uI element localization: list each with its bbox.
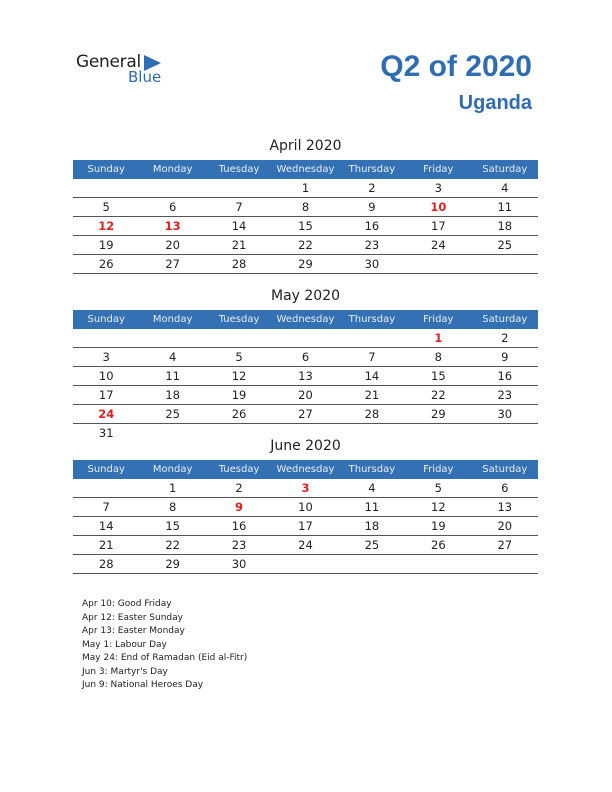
month-calendar xyxy=(73,136,538,274)
day-cell: 25 xyxy=(139,405,205,424)
weekday-header: Monday xyxy=(139,160,205,179)
day-cell: 11 xyxy=(139,367,205,386)
month-calendar xyxy=(73,436,538,574)
day-cell: 2 xyxy=(339,179,405,198)
day-cell: 25 xyxy=(472,236,538,255)
day-cell xyxy=(472,555,538,574)
day-cell: 29 xyxy=(272,255,338,274)
day-cell: 26 xyxy=(405,536,471,555)
day-cell: 17 xyxy=(73,386,139,405)
weekday-header: Friday xyxy=(405,310,471,329)
month-title: April 2020 xyxy=(269,138,342,154)
weekday-header: Saturday xyxy=(472,160,538,179)
page-title: Q2 of 2020 xyxy=(380,50,532,83)
day-cell: 11 xyxy=(472,198,538,217)
day-cell: 20 xyxy=(472,517,538,536)
day-cell: 5 xyxy=(405,479,471,498)
day-cell xyxy=(73,179,139,198)
day-cell xyxy=(73,329,139,348)
day-cell xyxy=(272,555,338,574)
day-cell: 6 xyxy=(139,198,205,217)
day-cell: 22 xyxy=(139,536,205,555)
day-cell: 4 xyxy=(339,479,405,498)
day-cell: 10 xyxy=(272,498,338,517)
weekday-header: Monday xyxy=(139,310,205,329)
day-cell: 16 xyxy=(206,517,272,536)
day-cell xyxy=(206,179,272,198)
logo xyxy=(76,52,186,92)
day-cell: 21 xyxy=(73,536,139,555)
logo-general: General xyxy=(76,52,141,72)
day-cell: 1 xyxy=(272,179,338,198)
week-row xyxy=(73,386,538,405)
day-cell: 1 xyxy=(405,329,471,348)
day-cell: 13 xyxy=(272,367,338,386)
day-cell: 4 xyxy=(139,348,205,367)
day-cell: 27 xyxy=(272,405,338,424)
weekday-header: Sunday xyxy=(73,460,139,479)
day-cell: 12 xyxy=(405,498,471,517)
day-cell: 8 xyxy=(405,348,471,367)
day-cell xyxy=(405,555,471,574)
weekday-header: Wednesday xyxy=(272,310,338,329)
holiday-note: Jun 3: Martyr's Day xyxy=(82,666,168,677)
day-cell: 16 xyxy=(472,367,538,386)
day-cell: 26 xyxy=(206,405,272,424)
day-cell: 15 xyxy=(405,367,471,386)
day-cell: 20 xyxy=(272,386,338,405)
weekday-header: Tuesday xyxy=(206,310,272,329)
day-cell: 3 xyxy=(405,179,471,198)
day-cell: 8 xyxy=(272,198,338,217)
day-cell: 9 xyxy=(206,498,272,517)
day-cell: 7 xyxy=(339,348,405,367)
week-row xyxy=(73,329,538,348)
calendar-grid xyxy=(73,460,538,574)
day-cell xyxy=(139,179,205,198)
day-cell: 30 xyxy=(339,255,405,274)
holiday-note: Jun 9: National Heroes Day xyxy=(82,680,204,690)
month-calendar xyxy=(73,286,538,442)
day-cell: 21 xyxy=(206,236,272,255)
day-cell: 28 xyxy=(206,255,272,274)
weekday-header: Saturday xyxy=(472,460,538,479)
day-cell: 26 xyxy=(73,255,139,274)
day-cell: 27 xyxy=(139,255,205,274)
week-row xyxy=(73,217,538,236)
day-cell: 7 xyxy=(73,498,139,517)
day-cell: 23 xyxy=(339,236,405,255)
day-cell: 20 xyxy=(139,236,205,255)
week-row xyxy=(73,405,538,424)
month-title: June 2020 xyxy=(270,438,341,454)
day-cell: 13 xyxy=(139,217,205,236)
day-cell: 18 xyxy=(472,217,538,236)
day-cell: 12 xyxy=(206,367,272,386)
day-cell: 22 xyxy=(405,386,471,405)
week-row xyxy=(73,479,538,498)
holiday-note: May 24: End of Ramadan (Eid al-Fitr) xyxy=(82,653,248,663)
week-row xyxy=(73,536,538,555)
day-cell xyxy=(339,329,405,348)
day-cell: 3 xyxy=(73,348,139,367)
day-cell: 12 xyxy=(73,217,139,236)
day-cell: 7 xyxy=(206,198,272,217)
weekday-header: Monday xyxy=(139,460,205,479)
holiday-note: Apr 12: Easter Sunday xyxy=(82,612,183,623)
weekday-header: Tuesday xyxy=(206,160,272,179)
holiday-note: Apr 13: Easter Monday xyxy=(82,626,185,636)
day-cell: 6 xyxy=(272,348,338,367)
day-cell xyxy=(73,479,139,498)
day-cell: 23 xyxy=(472,386,538,405)
weekday-header: Saturday xyxy=(472,310,538,329)
day-cell: 2 xyxy=(472,329,538,348)
holiday-note: May 1: Labour Day xyxy=(82,639,167,650)
day-cell: 31 xyxy=(98,426,114,440)
week-row xyxy=(73,198,538,217)
day-cell: 15 xyxy=(139,517,205,536)
day-cell: 19 xyxy=(405,517,471,536)
day-cell: 6 xyxy=(472,479,538,498)
day-cell: 24 xyxy=(73,405,139,424)
day-cell: 2 xyxy=(206,479,272,498)
day-cell: 27 xyxy=(472,536,538,555)
logo-blue: Blue xyxy=(128,68,162,86)
calendar-grid xyxy=(73,310,538,442)
week-row xyxy=(73,517,538,536)
day-cell xyxy=(272,329,338,348)
weekday-header: Sunday xyxy=(73,310,139,329)
day-cell: 14 xyxy=(206,217,272,236)
day-cell: 24 xyxy=(272,536,338,555)
day-cell xyxy=(339,555,405,574)
weekday-header: Tuesday xyxy=(206,460,272,479)
day-cell: 16 xyxy=(339,217,405,236)
country-name: Uganda xyxy=(458,92,532,114)
day-cell: 30 xyxy=(206,555,272,574)
day-cell: 4 xyxy=(472,179,538,198)
day-cell: 28 xyxy=(339,405,405,424)
day-cell: 5 xyxy=(73,198,139,217)
day-cell: 5 xyxy=(206,348,272,367)
weekday-header: Thursday xyxy=(339,310,405,329)
day-cell: 10 xyxy=(73,367,139,386)
day-cell: 14 xyxy=(339,367,405,386)
day-cell: 25 xyxy=(339,536,405,555)
day-cell xyxy=(405,255,471,274)
day-cell: 19 xyxy=(206,386,272,405)
calendar-grid xyxy=(73,160,538,274)
day-cell: 23 xyxy=(206,536,272,555)
day-cell: 22 xyxy=(272,236,338,255)
holiday-note: Apr 10: Good Friday xyxy=(82,599,172,609)
weekday-header: Friday xyxy=(405,160,471,179)
day-cell: 19 xyxy=(73,236,139,255)
week-row xyxy=(73,498,538,517)
weekday-header: Wednesday xyxy=(272,460,338,479)
day-cell: 28 xyxy=(73,555,139,574)
day-cell: 14 xyxy=(73,517,139,536)
day-cell: 18 xyxy=(339,517,405,536)
week-row xyxy=(73,367,538,386)
day-cell: 13 xyxy=(472,498,538,517)
weekday-header: Thursday xyxy=(339,160,405,179)
holiday-notes xyxy=(82,598,247,693)
day-cell: 11 xyxy=(339,498,405,517)
day-cell xyxy=(472,255,538,274)
week-row xyxy=(73,255,538,274)
day-cell xyxy=(206,329,272,348)
day-cell: 18 xyxy=(139,386,205,405)
day-cell: 9 xyxy=(339,198,405,217)
day-cell xyxy=(139,329,205,348)
week-row xyxy=(73,179,538,198)
week-row xyxy=(73,555,538,574)
day-cell: 21 xyxy=(339,386,405,405)
weekday-header: Sunday xyxy=(73,160,139,179)
day-cell: 17 xyxy=(272,517,338,536)
weekday-header: Friday xyxy=(405,460,471,479)
weekday-header: Wednesday xyxy=(272,160,338,179)
day-cell: 9 xyxy=(472,348,538,367)
day-cell: 29 xyxy=(139,555,205,574)
day-cell: 3 xyxy=(272,479,338,498)
week-row xyxy=(73,348,538,367)
day-cell: 17 xyxy=(405,217,471,236)
month-title: May 2020 xyxy=(270,288,341,304)
day-cell: 15 xyxy=(272,217,338,236)
day-cell: 8 xyxy=(139,498,205,517)
day-cell: 1 xyxy=(139,479,205,498)
day-cell: 10 xyxy=(405,198,471,217)
day-cell: 29 xyxy=(405,405,471,424)
day-cell: 24 xyxy=(405,236,471,255)
day-cell: 30 xyxy=(472,405,538,424)
week-row xyxy=(73,236,538,255)
weekday-header: Thursday xyxy=(339,460,405,479)
